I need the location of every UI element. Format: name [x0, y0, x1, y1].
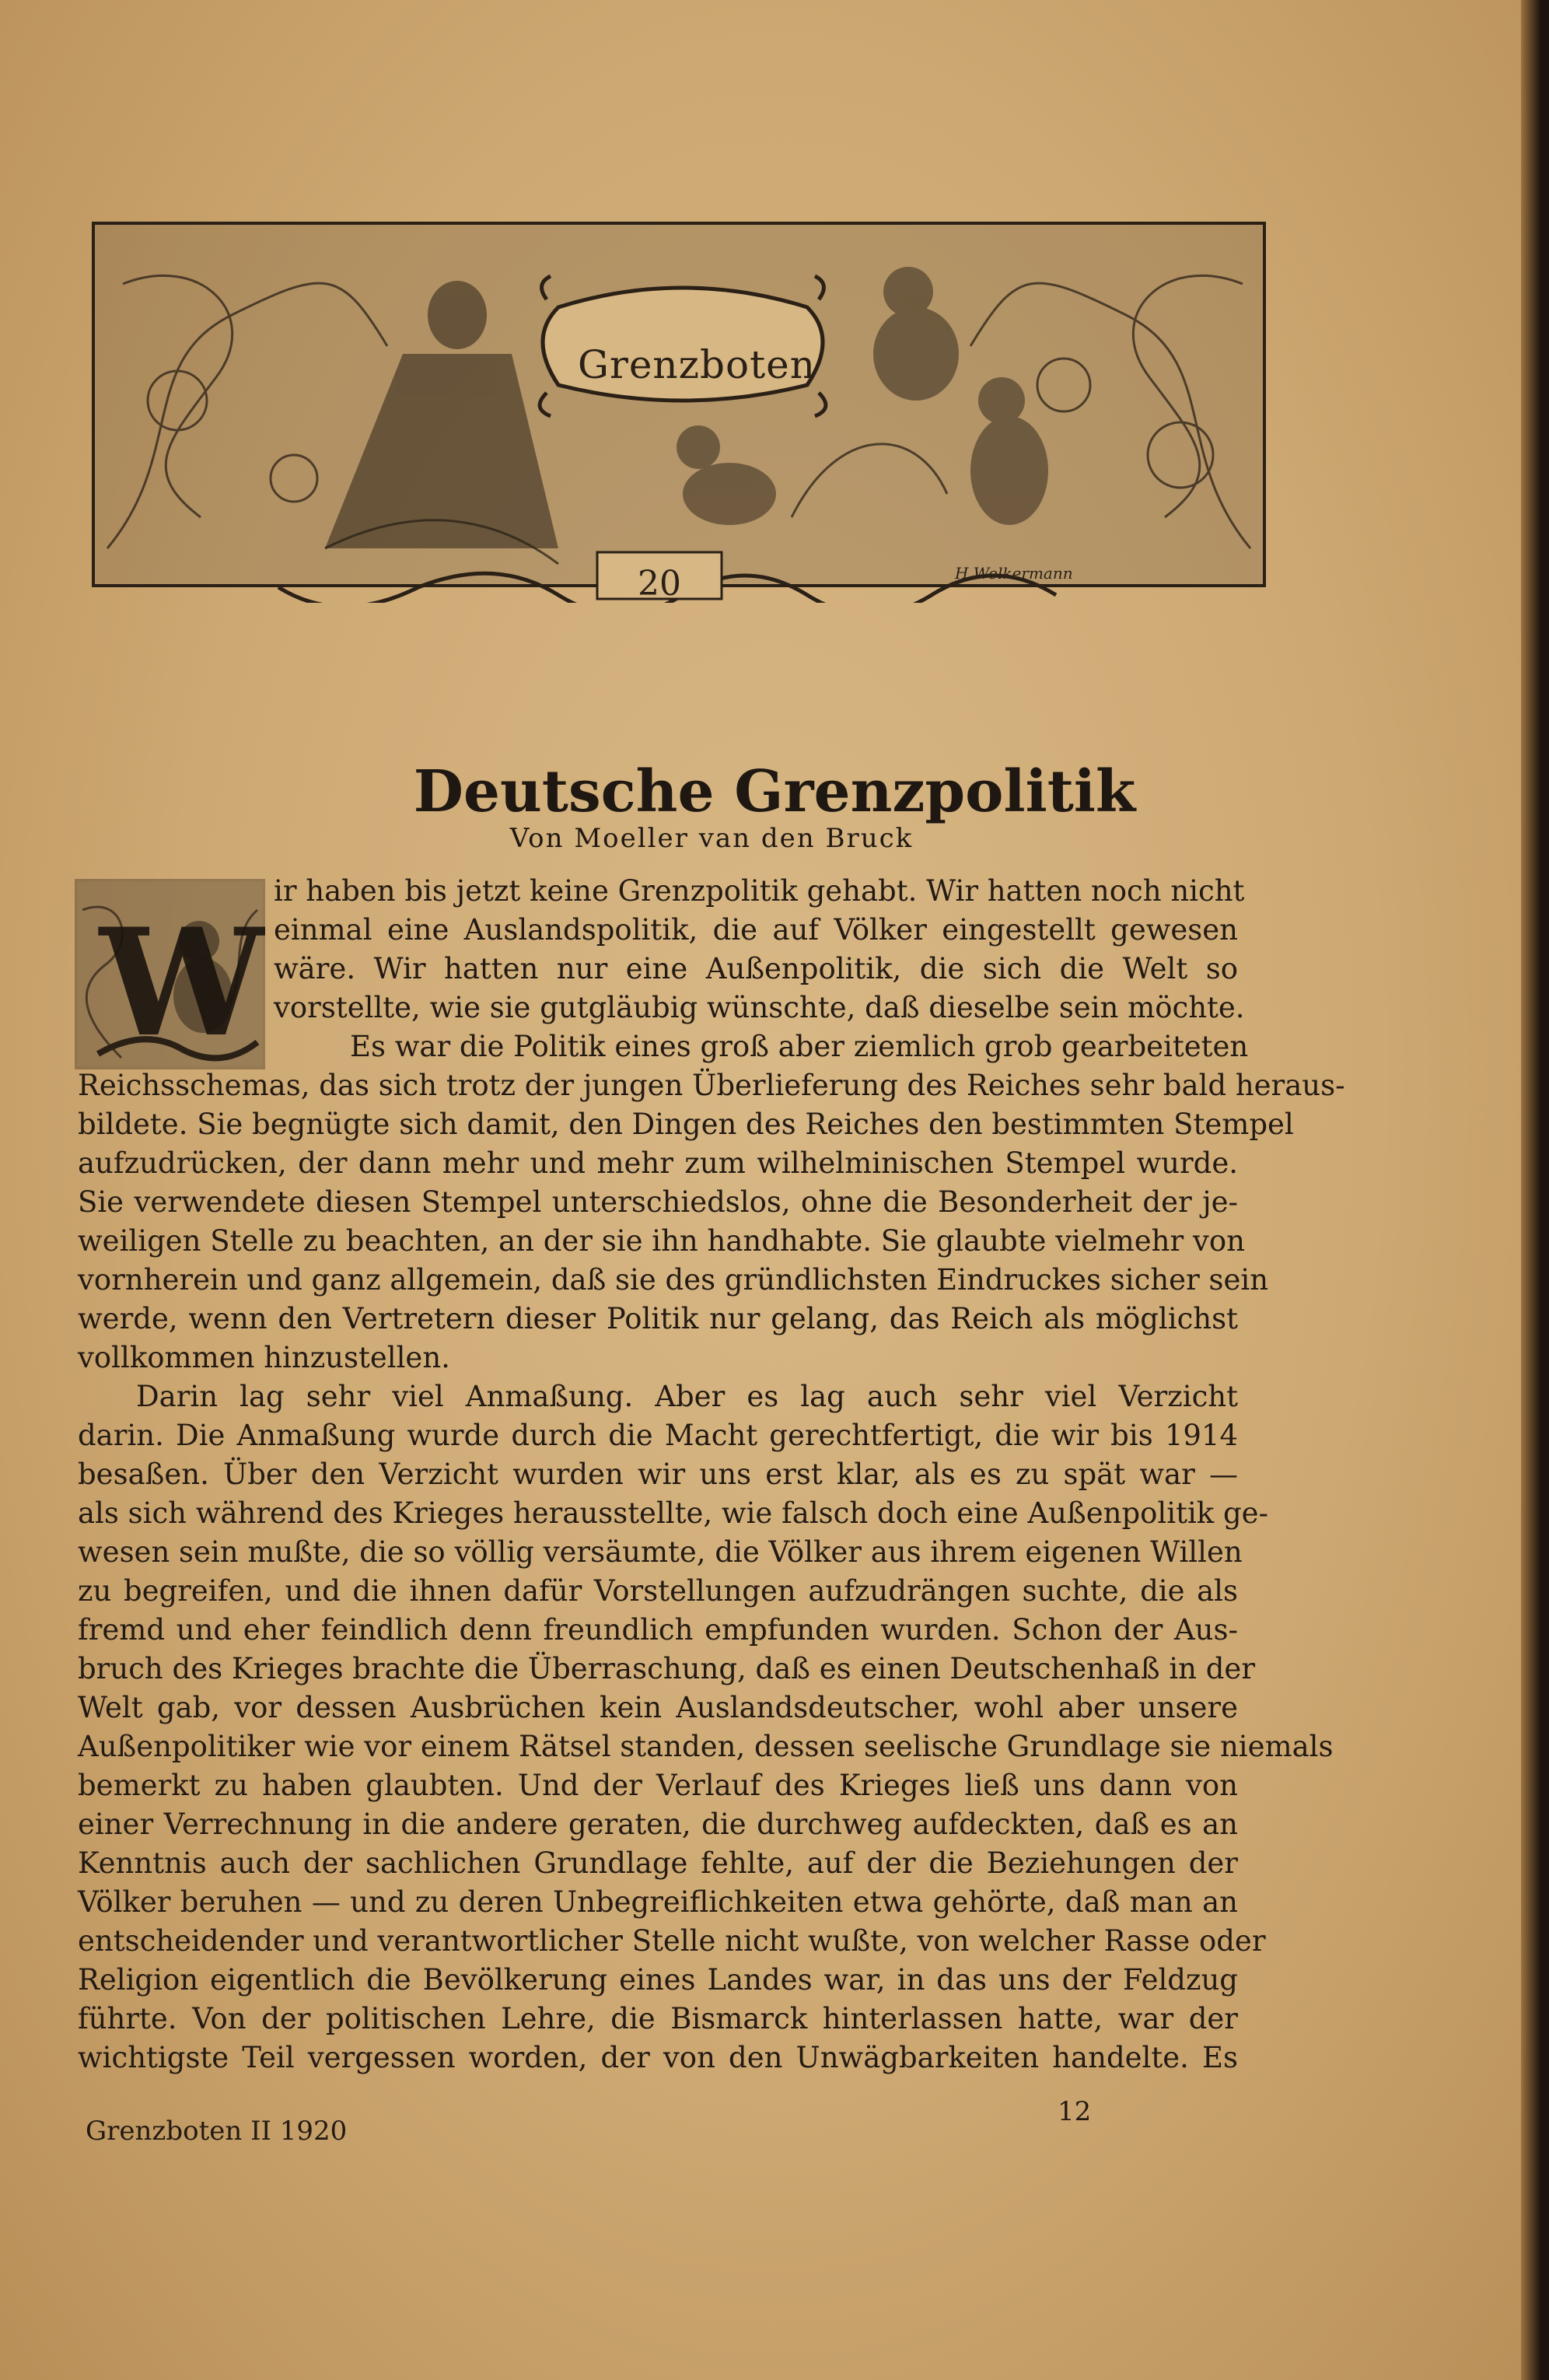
text-line: besaßen. Über den Verzicht wurden wir uns erst klar, als es zu spät war — [78, 1458, 1238, 1491]
book-spine-edge [1521, 0, 1549, 2380]
text-line: Religion eigentlich die Bevölkerung eines Landes war, in das uns der Feldzug [78, 1963, 1238, 1997]
text-line: Welt gab, vor dessen Ausbrüchen kein Auslandsdeutscher, wohl aber unsere [78, 1691, 1238, 1724]
article-title: Deutsche Grenzpolitik [413, 758, 1136, 825]
text-line: Außenpolitiker wie vor einem Rätsel standen, dessen seelische Grundlage sie niemals [78, 1730, 1334, 1763]
text-line: einer Verrechnung in die andere geraten, die durchweg aufdeckten, daß es an [78, 1808, 1238, 1841]
text-line: entscheidender und verantwortlicher Stelle nicht wußte, von welcher Rasse oder [78, 1924, 1266, 1958]
drop-cap-ornament-icon [75, 879, 265, 1069]
header-number: 20 [638, 564, 681, 604]
text-line: vorstellte, wie sie gutgläubig wünschte, daß dieselbe sein möchte. [274, 991, 1245, 1024]
text-line: Völker beruhen — und zu deren Unbegreiflichkeiten etwa gehörte, daß man an [78, 1885, 1238, 1919]
text-line: wesen sein mußte, die so völlig versäumte, die Völker aus ihrem eigenen Willen [78, 1535, 1243, 1569]
text-line: Darin lag sehr viel Anmaßung. Aber es lag auch sehr viel Verzicht [136, 1380, 1238, 1413]
text-line: einmal eine Auslandspolitik, die auf Völker eingestellt gewesen [274, 913, 1238, 947]
text-line: weiligen Stelle zu beachten, an der sie ihn handhabte. Sie glaubte vielmehr von [78, 1224, 1245, 1258]
page-number: 12 [1058, 2096, 1092, 2127]
ornamental-header [92, 222, 1266, 603]
text-line: darin. Die Anmaßung wurde durch die Macht gerechtfertigt, die wir bis 1914 [78, 1419, 1238, 1452]
text-line: wichtigste Teil vergessen worden, der von den Unwägbarkeiten handelte. Es [78, 2041, 1238, 2074]
footer-publication: Grenzboten II 1920 [86, 2116, 348, 2147]
drop-cap-letter: W [100, 896, 265, 1069]
text-line: Kenntnis auch der sachlichen Grundlage fehlte, auf der die Beziehungen der [78, 1846, 1238, 1880]
header-title: Grenzboten [578, 342, 816, 387]
text-line: bruch des Krieges brachte die Überraschung, daß es einen Deutschenhaß in der [78, 1652, 1256, 1685]
text-line: bemerkt zu haben glaubten. Und der Verlauf des Krieges ließ uns dann von [78, 1769, 1238, 1802]
text-line: als sich während des Krieges herausstellte, wie falsch doch eine Außenpolitik ge- [78, 1496, 1269, 1530]
text-line: werde, wenn den Vertretern dieser Politik nur gelang, das Reich als möglichst [78, 1302, 1238, 1335]
text-line: ir haben bis jetzt keine Grenzpolitik gehabt. Wir hatten noch nicht [274, 874, 1245, 908]
text-line: Es war die Politik eines groß aber ziemlich grob gearbeiteten [350, 1030, 1249, 1063]
text-line: vornherein und ganz allgemein, daß sie des gründlichsten Eindruckes sicher sein [78, 1263, 1269, 1297]
article-byline: Von Moeller van den Bruck [509, 823, 914, 854]
text-line: fremd und eher feindlich denn freundlich empfunden wurden. Schon der Aus- [78, 1613, 1238, 1647]
text-line: bildete. Sie begnügte sich damit, den Dingen des Reiches den bestimmten Stempel [78, 1108, 1294, 1141]
text-line: vollkommen hinzustellen. [78, 1341, 450, 1374]
text-line: führte. Von der politischen Lehre, die Bismarck hinterlassen hatte, war der [78, 2002, 1238, 2035]
drop-cap [75, 879, 265, 1069]
text-line: Sie verwendete diesen Stempel unterschiedslos, ohne die Besonderheit der je- [78, 1185, 1238, 1219]
header-engraving-icon [92, 222, 1266, 603]
text-line: wäre. Wir hatten nur eine Außenpolitik, die sich die Welt so [274, 952, 1238, 985]
text-line: Reichsschemas, das sich trotz der jungen Überlieferung des Reiches sehr bald heraus- [78, 1069, 1345, 1102]
text-line: aufzudrücken, der dann mehr und mehr zum wilhelminischen Stempel wurde. [78, 1146, 1238, 1180]
engraver-signature: H.Wolkermann [955, 564, 1073, 583]
text-line: zu begreifen, und die ihnen dafür Vorstellungen aufzudrängen suchte, die als [78, 1574, 1238, 1608]
